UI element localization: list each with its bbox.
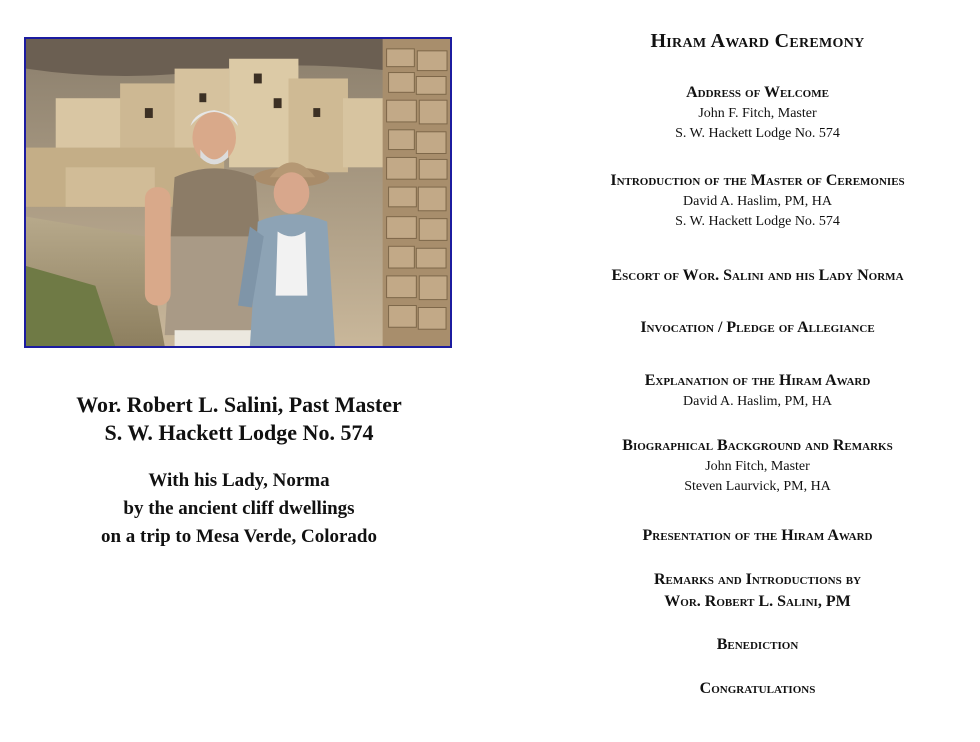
program-item-heading: Explanation of the Hiram Award xyxy=(644,372,871,389)
program-item-detail: John F. Fitch, Master xyxy=(698,106,817,121)
program-item-heading: Remarks and Introductions by xyxy=(653,571,862,588)
program-item-remarks xyxy=(550,569,965,613)
program-item-benediction xyxy=(550,634,965,656)
program-item-invocation xyxy=(550,317,965,339)
program-item-heading: Introduction of the Master of Ceremonies xyxy=(610,172,905,189)
program-item-heading: Presentation of the Hiram Award xyxy=(642,527,873,544)
caption-name: Wor. Robert L. Salini, Past Master xyxy=(76,392,402,417)
program-item-escort xyxy=(550,265,965,287)
program-item-presentation xyxy=(550,525,965,547)
program-item-biographical xyxy=(550,435,965,497)
program-item-detail: Steven Laurvick, PM, HA xyxy=(684,479,831,494)
photo-illustration xyxy=(26,39,450,346)
caption-line-2: by the ancient cliff dwellings xyxy=(123,498,355,519)
program-item-heading: Benediction xyxy=(716,636,799,653)
program-item-heading: Biographical Background and Remarks xyxy=(622,437,893,454)
program-item-detail: David A. Haslim, PM, HA xyxy=(683,394,832,409)
program-item-detail: John Fitch, Master xyxy=(705,459,810,474)
program-item-heading: Escort of Wor. Salini and his Lady Norma xyxy=(611,267,904,284)
program-item-heading: Wor. Robert L. Salini, PM xyxy=(664,593,851,610)
program-item-detail: David A. Haslim, PM, HA xyxy=(683,194,832,209)
program-item-detail: S. W. Hackett Lodge No. 574 xyxy=(675,126,840,141)
program-item-heading: Congratulations xyxy=(699,680,816,697)
program-item-explanation xyxy=(550,370,965,412)
program-item-introduction-mc xyxy=(550,170,965,232)
program-item-detail: S. W. Hackett Lodge No. 574 xyxy=(675,214,840,229)
cliff-dwelling-photo xyxy=(24,37,452,348)
program-item-heading: Address of Welcome xyxy=(686,84,829,101)
program-item-heading: Invocation / Pledge of Allegiance xyxy=(640,319,875,336)
program-title: Hiram Award Ceremony xyxy=(650,30,865,52)
program-item-address-of-welcome xyxy=(550,82,965,144)
program-item-congratulations xyxy=(550,678,965,700)
caption-line-3: on a trip to Mesa Verde, Colorado xyxy=(100,526,377,547)
caption-lodge: S. W. Hackett Lodge No. 574 xyxy=(104,420,374,445)
caption-line-1: With his Lady, Norma xyxy=(148,470,330,491)
